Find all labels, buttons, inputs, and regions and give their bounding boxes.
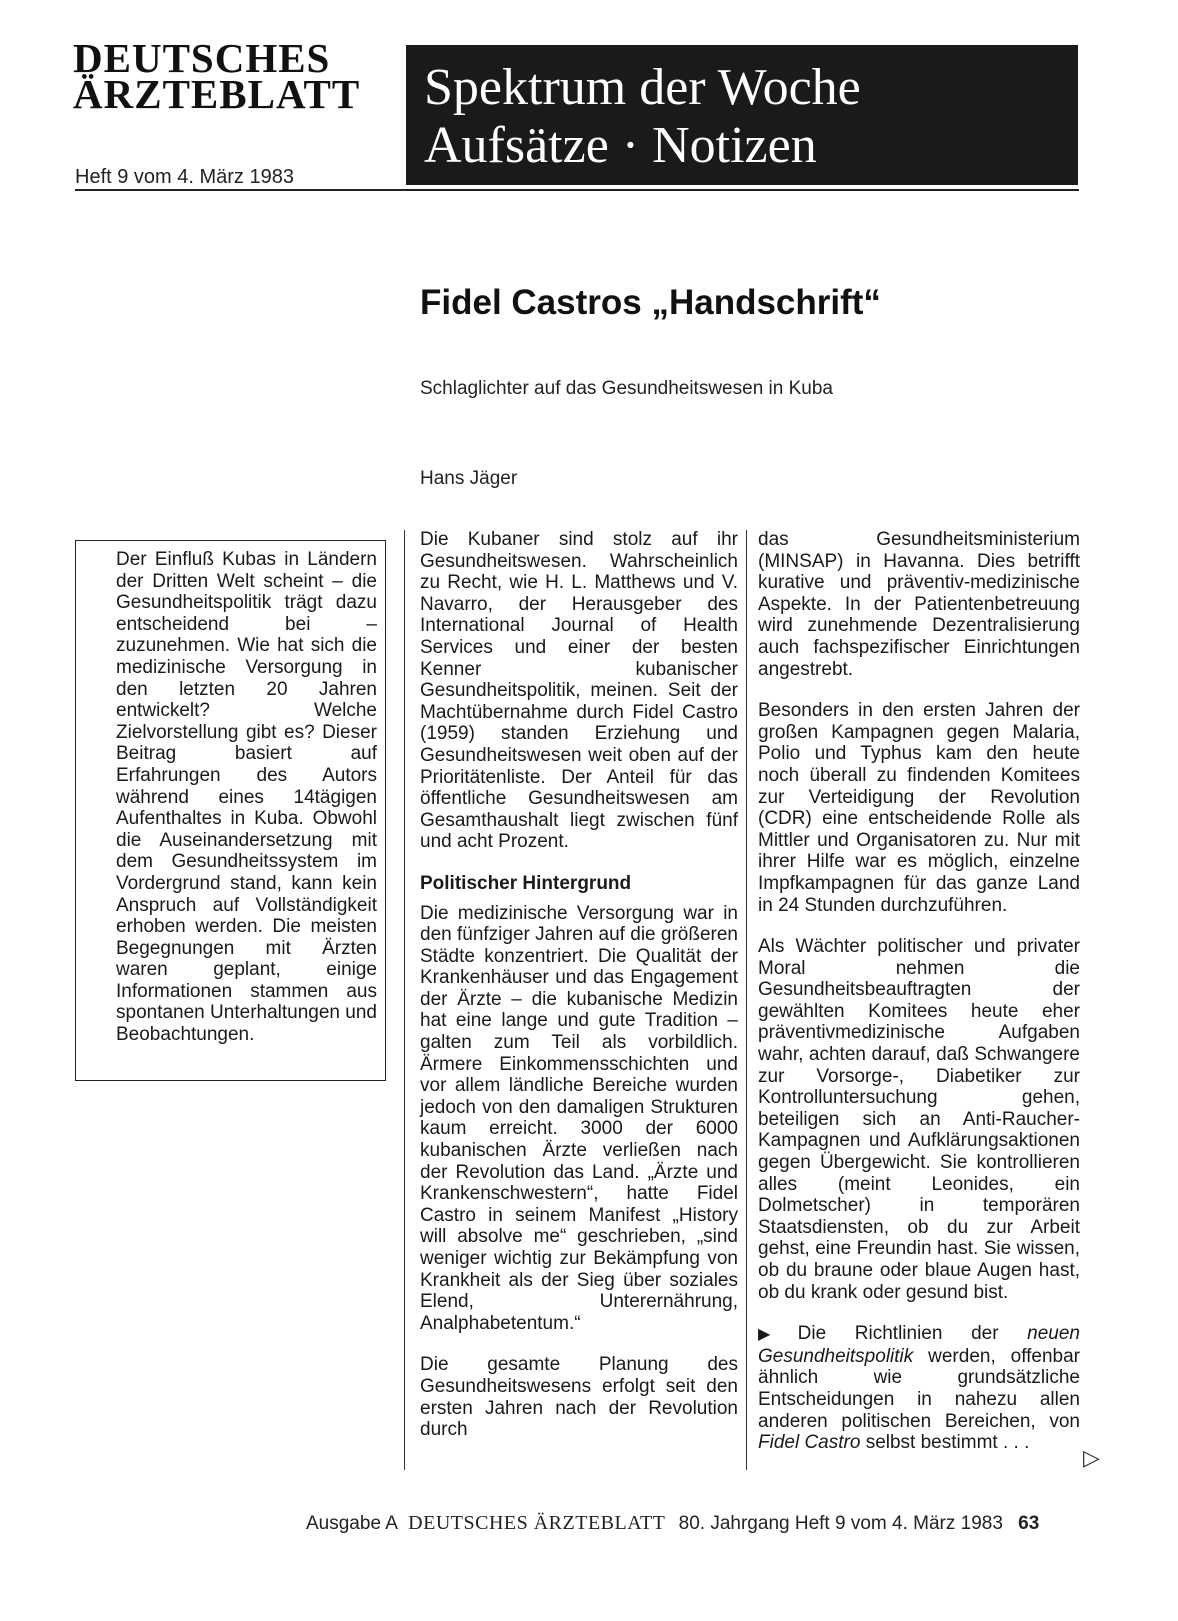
journal-masthead (73, 35, 393, 117)
text-run: werden, offenbar ähnlich wie grundsätzliche Entscheidungen in nahezu allen anderen politischen Bereichen, von (758, 1345, 1080, 1432)
page-footer (306, 1512, 1039, 1535)
page-number: 63 (1018, 1513, 1040, 1534)
article-title: Fidel Castros „Handschrift“ (420, 283, 881, 322)
paragraph: Als Wächter politischer und privater Moral nehmen die Gesundheitsbeauftragten der gewählten Komitees heute eher präventivmedizinische Aufgaben wahr, achten darauf, daß Schwangere zur Vorsorge-, Diabetiker zur Kontrolluntersuchung gehen, beteiligen sich an Anti-Raucher-Kampagnen und Aufklärungsaktionen gegen Übergewicht. Sie kontrollieren alles (meint Leonides, ein Dolmetscher) in temporären Staatsdiensten, ob du zur Arbeit gehst, eine Freundin hast. Sie wissen, ob du braune oder blaue Augen hast, ob du krank oder gesund bist. (758, 936, 1080, 1303)
article-column-2 (758, 529, 1080, 1474)
abstract-text: Der Einfluß Kubas in Ländern der Dritten Welt scheint – die Gesundheitspolitik trägt dazu entscheidend bei – zuzunehmen. Wie hat sich die medizinische Versorgung in den letzten 20 Jahren entwickelt? Welche Zielvorstellung gibt es? Dieser Beitrag basiert auf Erfahrungen des Autors während eines 14tägigen Aufenthaltes in Kuba. Obwohl die Auseinandersetzung mit dem Gesundheitssystem im Vordergrund stand, kann kein Anspruch auf Vollständigkeit erhoben werden. Die meisten Begegnungen mit Ärzten waren geplant, einige Informationen stammen aus spontanen Unterhaltungen und Beobachtungen. (116, 549, 377, 1046)
bullet-triangle-icon: ▶ (758, 1326, 794, 1344)
article-column-1 (420, 529, 738, 1461)
section-subheading: Politischer Hintergrund (420, 872, 632, 894)
emphasis: neuen Gesundheitspolitik (758, 1323, 1080, 1367)
masthead-line-1: DEUTSCHES (73, 35, 331, 81)
footer-brand: DEUTSCHES ÄRZTEBLATT (408, 1512, 666, 1534)
column-divider (746, 530, 747, 1470)
abstract-box (75, 540, 386, 1081)
paragraph-highlight (758, 1323, 1080, 1454)
footer-details: 80. Jahrgang Heft 9 vom 4. März 1983 (678, 1513, 1003, 1534)
masthead-line-2: ÄRZTEBLATT (73, 71, 361, 117)
section-banner (406, 45, 1078, 185)
article-subtitle: Schlaglichter auf das Gesundheitswesen in Kuba (420, 378, 833, 399)
paragraph: Die gesamte Planung des Gesundheitswesens erfolgt seit den ersten Jahren nach der Revolution durch (420, 1354, 738, 1441)
article-author: Hans Jäger (420, 468, 518, 489)
paragraph: Besonders in den ersten Jahren der großen Kampagnen gegen Malaria, Polio und Typhus kam den heute noch überall zu findenden Komitees zur Verteidigung der Revolution (CDR) eine entscheidende Rolle als Mittler und Organisatoren zu. Nur mit ihrer Hilfe war es möglich, einzelne Impfkampagnen für das ganze Land in 24 Stunden durchzuführen. (758, 700, 1080, 916)
section-title-line-1: Spektrum der Woche (424, 59, 861, 116)
paragraph: Die Kubaner sind stolz auf ihr Gesundheitswesen. Wahrscheinlich zu Recht, wie H. L. Matthews und V. Navarro, der Herausgeber des International Journal of Health Services und einer der besten Kenner kubanischer Gesundheitspolitik, meinen. Seit der Machtübernahme durch Fidel Castro (1959) standen Erziehung und Gesundheitswesen weit oben auf der Prioritätenliste. Der Anteil für das öffentliche Gesundheitswesen am Gesamthaushalt liegt zwischen fünf und acht Prozent. (420, 529, 738, 853)
footer-edition: Ausgabe A (306, 1513, 397, 1534)
continue-arrow-icon: ▷ (1083, 1445, 1100, 1470)
text-run: selbst bestimmt . . . (860, 1432, 1030, 1454)
text-run: Die Richtlinien der (797, 1323, 1028, 1345)
paragraph: Die medizinische Versorgung war in den fünfziger Jahren auf die größeren Städte konzentriert. Die Qualität der Krankenhäuser und das Engagement der Ärzte – die kubanische Medizin hat eine lange und gute Tradition – galten zum Teil als vorbildlich. Ärmere Einkommensschichten und vor allem ländliche Bereiche wurden jedoch von den damaligen Strukturen kaum erreicht. 3000 der 6000 kubanischen Ärzte verließen nach der Revolution das Land. „Ärzte und Krankenschwestern“, hatte Fidel Castro in seinem Manifest „History will absolve me“ geschrieben, „sind weniger wichtig zur Bekämpfung von Krankheit als der Sieg über soziales Elend, Unterernährung, Analphabetentum.“ (420, 902, 738, 1334)
issue-date: Heft 9 vom 4. März 1983 (75, 166, 294, 188)
header-divider (75, 189, 1079, 191)
column-divider (404, 530, 405, 1470)
section-title-line-2: Aufsätze · Notizen (424, 117, 817, 174)
paragraph: das Gesundheitsministerium (MINSAP) in Havanna. Dies betrifft kurative und präventiv-medizinische Aspekte. In der Patientenbetreuung wird zunehmende Dezentralisierung auch fachspezifischer Einrichtungen angestrebt. (758, 529, 1080, 680)
emphasis: Fidel Castro (758, 1432, 861, 1454)
